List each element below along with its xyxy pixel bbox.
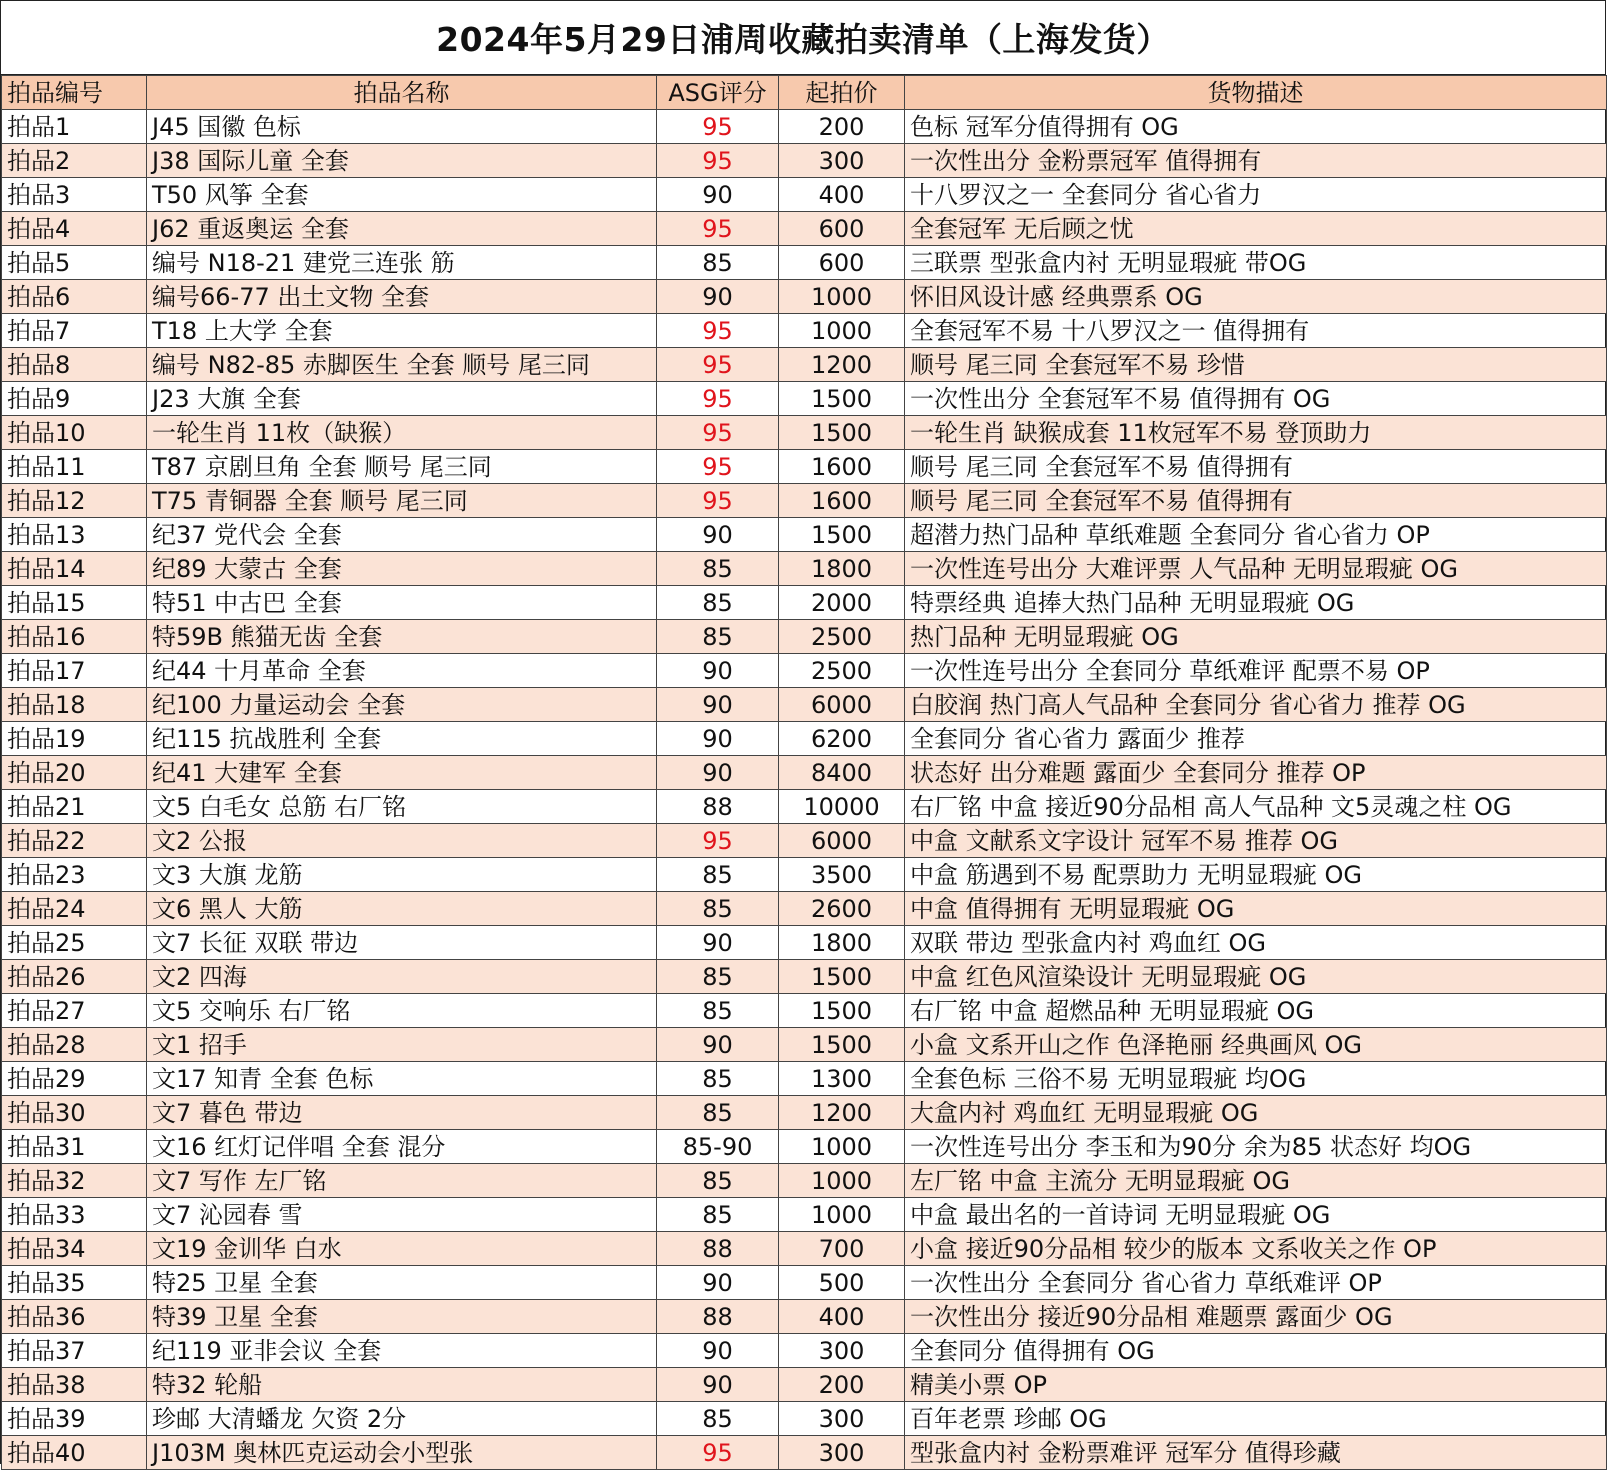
cell-start-price: 300 (779, 1334, 905, 1368)
cell-lot-name: 纪41 大建军 全套 (147, 756, 657, 790)
cell-asg-score: 90 (657, 280, 779, 314)
cell-asg-score: 85 (657, 1164, 779, 1198)
table-row (2, 824, 1607, 858)
table-row (2, 926, 1607, 960)
table-row (2, 892, 1607, 926)
cell-lot-name: 文6 黑人 大筋 (147, 892, 657, 926)
cell-start-price: 1300 (779, 1062, 905, 1096)
cell-lot-id: 拍品20 (2, 756, 147, 790)
cell-description: 全套色标 三俗不易 无明显瑕疵 均OG (905, 1062, 1607, 1096)
cell-description: 中盒 值得拥有 无明显瑕疵 OG (905, 892, 1607, 926)
cell-description: 百年老票 珍邮 OG (905, 1402, 1607, 1436)
cell-lot-id: 拍品23 (2, 858, 147, 892)
cell-start-price: 1500 (779, 382, 905, 416)
table-row (2, 552, 1607, 586)
cell-description: 中盒 文献系文字设计 冠军不易 推荐 OG (905, 824, 1607, 858)
table-row (2, 790, 1607, 824)
cell-description: 一次性出分 接近90分品相 难题票 露面少 OG (905, 1300, 1607, 1334)
cell-asg-score: 85 (657, 552, 779, 586)
table-row (2, 1198, 1607, 1232)
table-row (2, 1402, 1607, 1436)
cell-asg-score: 88 (657, 790, 779, 824)
table-row (2, 518, 1607, 552)
cell-description: 顺号 尾三同 全套冠军不易 值得拥有 (905, 484, 1607, 518)
cell-lot-id: 拍品25 (2, 926, 147, 960)
cell-lot-name: 文16 红灯记伴唱 全套 混分 (147, 1130, 657, 1164)
cell-start-price: 700 (779, 1232, 905, 1266)
cell-start-price: 1500 (779, 994, 905, 1028)
table-row (2, 654, 1607, 688)
cell-start-price: 1500 (779, 518, 905, 552)
cell-start-price: 1500 (779, 416, 905, 450)
cell-description: 色标 冠军分值得拥有 OG (905, 110, 1607, 144)
cell-lot-name: T18 上大学 全套 (147, 314, 657, 348)
cell-description: 白胶润 热门高人气品种 全套同分 省心省力 推荐 OG (905, 688, 1607, 722)
table-row (2, 1062, 1607, 1096)
table-row (2, 348, 1607, 382)
cell-start-price: 1600 (779, 450, 905, 484)
cell-lot-name: 特32 轮船 (147, 1368, 657, 1402)
cell-asg-score: 95 (657, 1436, 779, 1470)
cell-description: 双联 带边 型张盒内衬 鸡血红 OG (905, 926, 1607, 960)
cell-lot-name: 文7 沁园春 雪 (147, 1198, 657, 1232)
header-lot-id: 拍品编号 (2, 76, 147, 110)
cell-asg-score: 85 (657, 246, 779, 280)
cell-lot-id: 拍品15 (2, 586, 147, 620)
table-row (2, 314, 1607, 348)
cell-asg-score: 95 (657, 450, 779, 484)
cell-start-price: 6000 (779, 824, 905, 858)
cell-start-price: 2500 (779, 654, 905, 688)
cell-lot-id: 拍品27 (2, 994, 147, 1028)
cell-lot-name: 文2 公报 (147, 824, 657, 858)
cell-asg-score: 85-90 (657, 1130, 779, 1164)
cell-lot-name: 文7 长征 双联 带边 (147, 926, 657, 960)
cell-description: 热门品种 无明显瑕疵 OG (905, 620, 1607, 654)
cell-asg-score: 95 (657, 110, 779, 144)
cell-start-price: 200 (779, 1368, 905, 1402)
cell-lot-name: J62 重返奥运 全套 (147, 212, 657, 246)
cell-description: 中盒 最出名的一首诗词 无明显瑕疵 OG (905, 1198, 1607, 1232)
cell-lot-name: 文2 四海 (147, 960, 657, 994)
header-description: 货物描述 (905, 76, 1607, 110)
table-row (2, 994, 1607, 1028)
cell-asg-score: 88 (657, 1232, 779, 1266)
cell-lot-id: 拍品2 (2, 144, 147, 178)
cell-lot-id: 拍品18 (2, 688, 147, 722)
cell-description: 全套同分 值得拥有 OG (905, 1334, 1607, 1368)
cell-asg-score: 90 (657, 1028, 779, 1062)
cell-description: 小盒 接近90分品相 较少的版本 文系收关之作 OP (905, 1232, 1607, 1266)
cell-description: 一次性出分 金粉票冠军 值得拥有 (905, 144, 1607, 178)
table-row (2, 110, 1607, 144)
cell-description: 超潜力热门品种 草纸难题 全套同分 省心省力 OP (905, 518, 1607, 552)
cell-lot-id: 拍品40 (2, 1436, 147, 1470)
cell-start-price: 1800 (779, 552, 905, 586)
cell-asg-score: 85 (657, 1402, 779, 1436)
cell-lot-name: J103M 奥林匹克运动会小型张 (147, 1436, 657, 1470)
cell-lot-name: 特39 卫星 全套 (147, 1300, 657, 1334)
cell-asg-score: 90 (657, 654, 779, 688)
cell-asg-score: 90 (657, 756, 779, 790)
cell-lot-name: J45 国徽 色标 (147, 110, 657, 144)
header-start-price: 起拍价 (779, 76, 905, 110)
cell-description: 一轮生肖 缺猴成套 11枚冠军不易 登顶助力 (905, 416, 1607, 450)
cell-lot-id: 拍品6 (2, 280, 147, 314)
cell-asg-score: 95 (657, 382, 779, 416)
cell-description: 一次性连号出分 大难评票 人气品种 无明显瑕疵 OG (905, 552, 1607, 586)
table-row (2, 416, 1607, 450)
cell-start-price: 2000 (779, 586, 905, 620)
cell-lot-id: 拍品29 (2, 1062, 147, 1096)
cell-asg-score: 90 (657, 926, 779, 960)
cell-asg-score: 95 (657, 416, 779, 450)
cell-asg-score: 95 (657, 348, 779, 382)
cell-lot-name: 一轮生肖 11枚（缺猴） (147, 416, 657, 450)
table-row (2, 144, 1607, 178)
cell-lot-id: 拍品33 (2, 1198, 147, 1232)
cell-asg-score: 95 (657, 484, 779, 518)
header-lot-name: 拍品名称 (147, 76, 657, 110)
cell-lot-name: 文5 白毛女 总筋 右厂铭 (147, 790, 657, 824)
cell-lot-id: 拍品16 (2, 620, 147, 654)
cell-start-price: 300 (779, 1436, 905, 1470)
cell-start-price: 1000 (779, 1130, 905, 1164)
cell-description: 三联票 型张盒内衬 无明显瑕疵 带OG (905, 246, 1607, 280)
cell-start-price: 1800 (779, 926, 905, 960)
cell-asg-score: 85 (657, 620, 779, 654)
cell-lot-id: 拍品12 (2, 484, 147, 518)
cell-asg-score: 95 (657, 212, 779, 246)
table-row (2, 450, 1607, 484)
cell-lot-name: 纪119 亚非会议 全套 (147, 1334, 657, 1368)
cell-lot-id: 拍品22 (2, 824, 147, 858)
cell-lot-name: 编号 N82-85 赤脚医生 全套 顺号 尾三同 (147, 348, 657, 382)
cell-description: 精美小票 OP (905, 1368, 1607, 1402)
cell-lot-name: 纪89 大蒙古 全套 (147, 552, 657, 586)
table-row (2, 484, 1607, 518)
cell-start-price: 1200 (779, 348, 905, 382)
cell-lot-id: 拍品34 (2, 1232, 147, 1266)
cell-asg-score: 90 (657, 722, 779, 756)
table-row (2, 1096, 1607, 1130)
table-header (2, 76, 1607, 110)
table-row (2, 620, 1607, 654)
cell-asg-score: 85 (657, 1198, 779, 1232)
cell-lot-id: 拍品28 (2, 1028, 147, 1062)
cell-start-price: 1600 (779, 484, 905, 518)
cell-lot-name: 文7 暮色 带边 (147, 1096, 657, 1130)
cell-description: 右厂铭 中盒 接近90分品相 高人气品种 文5灵魂之柱 OG (905, 790, 1607, 824)
cell-lot-id: 拍品21 (2, 790, 147, 824)
cell-description: 全套同分 省心省力 露面少 推荐 (905, 722, 1607, 756)
table-row (2, 280, 1607, 314)
cell-asg-score: 90 (657, 1266, 779, 1300)
cell-description: 全套冠军不易 十八罗汉之一 值得拥有 (905, 314, 1607, 348)
cell-start-price: 400 (779, 178, 905, 212)
cell-start-price: 300 (779, 1402, 905, 1436)
cell-lot-name: 文19 金训华 白水 (147, 1232, 657, 1266)
cell-lot-id: 拍品13 (2, 518, 147, 552)
table-row (2, 1130, 1607, 1164)
table-row (2, 212, 1607, 246)
cell-lot-name: J38 国际儿童 全套 (147, 144, 657, 178)
cell-asg-score: 85 (657, 1096, 779, 1130)
table-row (2, 178, 1607, 212)
cell-description: 一次性出分 全套冠军不易 值得拥有 OG (905, 382, 1607, 416)
cell-description: 一次性连号出分 全套同分 草纸难评 配票不易 OP (905, 654, 1607, 688)
cell-asg-score: 85 (657, 586, 779, 620)
cell-asg-score: 85 (657, 858, 779, 892)
cell-description: 全套冠军 无后顾之忧 (905, 212, 1607, 246)
table-row (2, 1300, 1607, 1334)
table-row (2, 246, 1607, 280)
cell-lot-name: 纪44 十月革命 全套 (147, 654, 657, 688)
cell-asg-score: 88 (657, 1300, 779, 1334)
cell-lot-id: 拍品32 (2, 1164, 147, 1198)
cell-lot-name: T87 京剧旦角 全套 顺号 尾三同 (147, 450, 657, 484)
cell-description: 怀旧风设计感 经典票系 OG (905, 280, 1607, 314)
cell-description: 中盒 筋遇到不易 配票助力 无明显瑕疵 OG (905, 858, 1607, 892)
cell-lot-name: 纪37 党代会 全套 (147, 518, 657, 552)
cell-description: 状态好 出分难题 露面少 全套同分 推荐 OP (905, 756, 1607, 790)
table-row (2, 1232, 1607, 1266)
cell-lot-name: J23 大旗 全套 (147, 382, 657, 416)
cell-description: 特票经典 追捧大热门品种 无明显瑕疵 OG (905, 586, 1607, 620)
cell-start-price: 2600 (779, 892, 905, 926)
auction-table (1, 75, 1607, 1470)
table-row (2, 586, 1607, 620)
table-row (2, 1334, 1607, 1368)
cell-start-price: 300 (779, 144, 905, 178)
cell-description: 一次性连号出分 李玉和为90分 余为85 状态好 均OG (905, 1130, 1607, 1164)
cell-asg-score: 90 (657, 1334, 779, 1368)
cell-start-price: 1200 (779, 1096, 905, 1130)
cell-asg-score: 95 (657, 144, 779, 178)
cell-lot-id: 拍品5 (2, 246, 147, 280)
cell-lot-id: 拍品17 (2, 654, 147, 688)
cell-lot-id: 拍品35 (2, 1266, 147, 1300)
cell-lot-name: 编号 N18-21 建党三连张 筋 (147, 246, 657, 280)
cell-start-price: 1500 (779, 960, 905, 994)
cell-description: 中盒 红色风渲染设计 无明显瑕疵 OG (905, 960, 1607, 994)
cell-description: 十八罗汉之一 全套同分 省心省力 (905, 178, 1607, 212)
cell-lot-name: 特51 中古巴 全套 (147, 586, 657, 620)
sheet-title: 2024年5月29日浦周收藏拍卖清单（上海发货） (1, 1, 1605, 75)
cell-lot-name: 纪100 力量运动会 全套 (147, 688, 657, 722)
cell-lot-id: 拍品3 (2, 178, 147, 212)
cell-lot-id: 拍品9 (2, 382, 147, 416)
cell-start-price: 8400 (779, 756, 905, 790)
cell-description: 型张盒内衬 金粉票难评 冠军分 值得珍藏 (905, 1436, 1607, 1470)
cell-description: 小盒 文系开山之作 色泽艳丽 经典画风 OG (905, 1028, 1607, 1062)
table-row (2, 756, 1607, 790)
cell-start-price: 10000 (779, 790, 905, 824)
cell-description: 顺号 尾三同 全套冠军不易 值得拥有 (905, 450, 1607, 484)
cell-start-price: 3500 (779, 858, 905, 892)
cell-start-price: 1000 (779, 280, 905, 314)
table-row (2, 960, 1607, 994)
cell-lot-id: 拍品11 (2, 450, 147, 484)
cell-lot-id: 拍品10 (2, 416, 147, 450)
header-asg-score: ASG评分 (657, 76, 779, 110)
table-row (2, 722, 1607, 756)
cell-start-price: 1000 (779, 1164, 905, 1198)
cell-lot-id: 拍品1 (2, 110, 147, 144)
cell-description: 大盒内衬 鸡血红 无明显瑕疵 OG (905, 1096, 1607, 1130)
cell-asg-score: 90 (657, 688, 779, 722)
cell-description: 左厂铭 中盒 主流分 无明显瑕疵 OG (905, 1164, 1607, 1198)
cell-lot-name: 文17 知青 全套 色标 (147, 1062, 657, 1096)
table-row (2, 858, 1607, 892)
cell-start-price: 600 (779, 212, 905, 246)
cell-lot-id: 拍品24 (2, 892, 147, 926)
cell-lot-id: 拍品39 (2, 1402, 147, 1436)
cell-description: 一次性出分 全套同分 省心省力 草纸难评 OP (905, 1266, 1607, 1300)
cell-lot-name: 文3 大旗 龙筋 (147, 858, 657, 892)
cell-start-price: 6200 (779, 722, 905, 756)
table-row (2, 1164, 1607, 1198)
cell-start-price: 1000 (779, 1198, 905, 1232)
cell-lot-id: 拍品14 (2, 552, 147, 586)
cell-asg-score: 90 (657, 178, 779, 212)
cell-lot-name: 文1 招手 (147, 1028, 657, 1062)
cell-description: 右厂铭 中盒 超燃品种 无明显瑕疵 OG (905, 994, 1607, 1028)
cell-lot-id: 拍品38 (2, 1368, 147, 1402)
cell-lot-name: T50 风筝 全套 (147, 178, 657, 212)
header-row (2, 76, 1607, 110)
cell-lot-id: 拍品8 (2, 348, 147, 382)
cell-lot-id: 拍品19 (2, 722, 147, 756)
cell-asg-score: 90 (657, 518, 779, 552)
cell-lot-name: T75 青铜器 全套 顺号 尾三同 (147, 484, 657, 518)
cell-lot-id: 拍品37 (2, 1334, 147, 1368)
table-row (2, 688, 1607, 722)
cell-lot-id: 拍品36 (2, 1300, 147, 1334)
cell-lot-id: 拍品4 (2, 212, 147, 246)
cell-lot-id: 拍品31 (2, 1130, 147, 1164)
cell-lot-id: 拍品26 (2, 960, 147, 994)
cell-lot-name: 文7 写作 左厂铭 (147, 1164, 657, 1198)
cell-lot-name: 珍邮 大清蟠龙 欠资 2分 (147, 1402, 657, 1436)
cell-start-price: 1000 (779, 314, 905, 348)
table-row (2, 1436, 1607, 1470)
cell-asg-score: 85 (657, 994, 779, 1028)
cell-lot-name: 编号66-77 出土文物 全套 (147, 280, 657, 314)
table-row (2, 1266, 1607, 1300)
cell-asg-score: 85 (657, 1062, 779, 1096)
cell-lot-name: 特59B 熊猫无齿 全套 (147, 620, 657, 654)
cell-lot-id: 拍品7 (2, 314, 147, 348)
cell-start-price: 6000 (779, 688, 905, 722)
cell-lot-name: 纪115 抗战胜利 全套 (147, 722, 657, 756)
cell-asg-score: 95 (657, 824, 779, 858)
cell-asg-score: 95 (657, 314, 779, 348)
table-row (2, 1028, 1607, 1062)
table-row (2, 1368, 1607, 1402)
cell-start-price: 2500 (779, 620, 905, 654)
cell-lot-name: 特25 卫星 全套 (147, 1266, 657, 1300)
cell-asg-score: 90 (657, 1368, 779, 1402)
cell-description: 顺号 尾三同 全套冠军不易 珍惜 (905, 348, 1607, 382)
cell-start-price: 200 (779, 110, 905, 144)
cell-lot-id: 拍品30 (2, 1096, 147, 1130)
cell-start-price: 1500 (779, 1028, 905, 1062)
cell-asg-score: 85 (657, 892, 779, 926)
cell-asg-score: 85 (657, 960, 779, 994)
cell-start-price: 600 (779, 246, 905, 280)
table-row (2, 382, 1607, 416)
cell-start-price: 500 (779, 1266, 905, 1300)
cell-lot-name: 文5 交响乐 右厂铭 (147, 994, 657, 1028)
table-body (2, 110, 1607, 1470)
cell-start-price: 400 (779, 1300, 905, 1334)
